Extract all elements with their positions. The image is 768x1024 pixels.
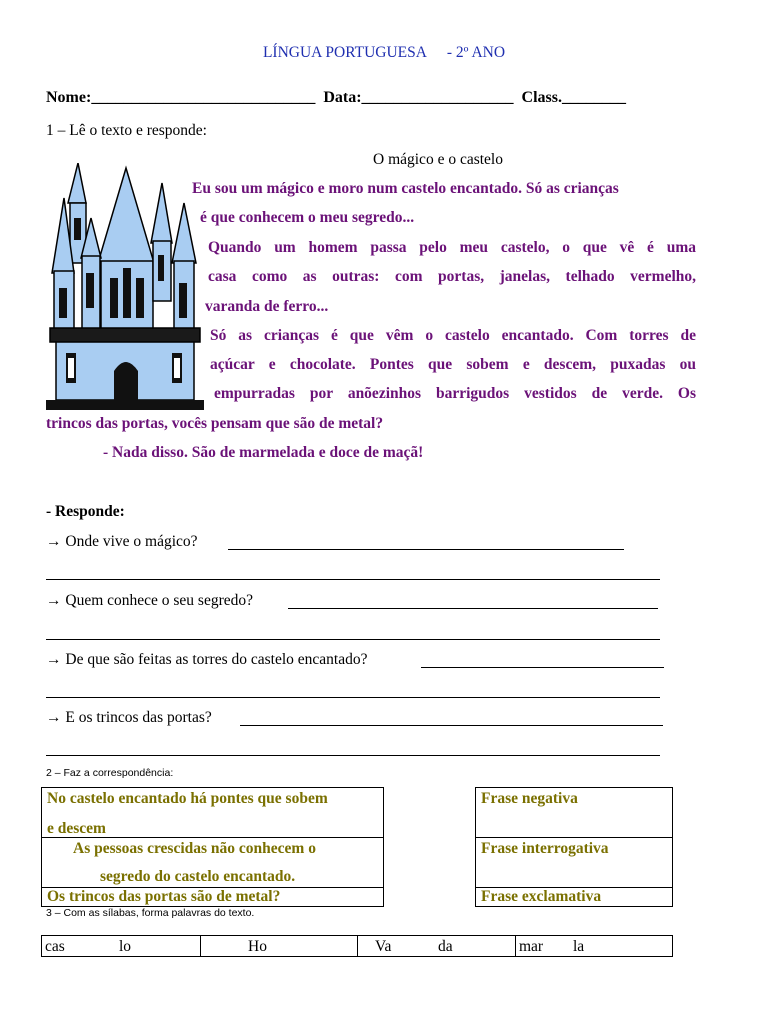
answer-line[interactable] [46, 697, 660, 698]
story-line-6: Só as crianças é que vêm o castelo encantado. Com torres de [210, 327, 696, 344]
subject-title: LÍNGUA PORTUGUESA [262, 44, 427, 61]
answer-line[interactable] [46, 755, 660, 756]
exercise1-instruction: 1 – Lê o texto e responde: [46, 122, 207, 139]
exercise3-instruction: 3 – Com as sílabas, forma palavras do texto. [46, 907, 255, 919]
match-right-cell-3[interactable] [475, 887, 673, 907]
question-4 [46, 709, 212, 727]
match-right-cell-2[interactable] [475, 837, 673, 888]
syllable-text: Ho [248, 938, 267, 955]
responde-heading: - Responde: [46, 503, 125, 520]
answer-line[interactable] [46, 639, 660, 640]
question-text: E os trincos das portas? [65, 709, 212, 726]
match-left-cell-2[interactable] [41, 837, 384, 888]
match-left-cell-1[interactable] [41, 787, 384, 838]
story-line-2: é que conhecem o meu segredo... [200, 209, 415, 226]
answer-line[interactable] [228, 549, 624, 550]
date-field[interactable]: Data:___________________ [323, 89, 514, 106]
match-left-text: No castelo encantado há pontes que sobem [47, 790, 328, 807]
match-left-cell-3[interactable] [41, 887, 384, 907]
match-right-text: Frase exclamativa [481, 888, 602, 905]
student-info-line [46, 89, 626, 107]
syllable-text: Va [375, 938, 392, 955]
castle-illustration-icon [46, 163, 204, 415]
story-line-1: Eu sou um mágico e moro num castelo encantado. Só as crianças [192, 180, 619, 197]
answer-line[interactable] [46, 579, 660, 580]
arrow-icon: → [46, 709, 62, 726]
question-text: De que são feitas as torres do castelo encantado? [65, 651, 368, 668]
answer-line[interactable] [288, 608, 658, 609]
arrow-icon: → [46, 651, 62, 668]
story-line-3: Quando um homem passa pelo meu castelo, o que vê é uma [208, 239, 696, 256]
syllable-text: lo [119, 938, 132, 955]
grade-label: - 2º ANO [446, 44, 506, 61]
syllable-row [41, 935, 673, 957]
syllable-text: da [438, 938, 453, 955]
syllable-cell[interactable] [201, 936, 358, 956]
question-2 [46, 592, 253, 610]
match-right-text: Frase interrogativa [481, 840, 609, 857]
name-field[interactable]: Nome:____________________________ [46, 89, 316, 106]
question-1 [46, 533, 198, 551]
story-line-10: - Nada disso. São de marmelada e doce de maçã! [103, 444, 424, 461]
story-line-4: casa como as outras: com portas, janelas, telhado vermelho, [208, 268, 696, 285]
exercise2-instruction: 2 – Faz a correspondência: [46, 767, 174, 779]
arrow-icon: → [46, 533, 62, 550]
class-field[interactable]: Class.________ [521, 89, 626, 106]
answer-line[interactable] [421, 667, 664, 668]
syllable-text: mar [519, 938, 544, 955]
page-title [0, 44, 768, 62]
story-line-5: varanda de ferro... [205, 298, 329, 315]
story-line-8: empurradas por anõezinhos barrigudos vestidos de verde. Os [214, 385, 696, 402]
arrow-icon: → [46, 592, 62, 609]
syllable-text: cas [45, 938, 65, 955]
question-text: Quem conhece o seu segredo? [65, 592, 254, 609]
match-right-cell-1[interactable] [475, 787, 673, 838]
match-right-text: Frase negativa [481, 790, 578, 807]
match-left-text: Os trincos das portas são de metal? [47, 888, 281, 905]
story-line-7: açúcar e chocolate. Pontes que sobem e descem, puxadas ou [210, 356, 696, 373]
match-left-text: As pessoas crescidas não conhecem o [73, 840, 316, 857]
question-3 [46, 651, 368, 669]
story-title: O mágico e o castelo [373, 151, 503, 168]
answer-line[interactable] [240, 725, 663, 726]
match-left-text: segredo do castelo encantado. [100, 868, 296, 885]
question-text: Onde vive o mágico? [65, 533, 198, 550]
syllable-text: la [573, 938, 585, 955]
match-left-text: e descem [47, 820, 106, 837]
story-line-9: trincos das portas, vocês pensam que são de metal? [46, 415, 384, 432]
